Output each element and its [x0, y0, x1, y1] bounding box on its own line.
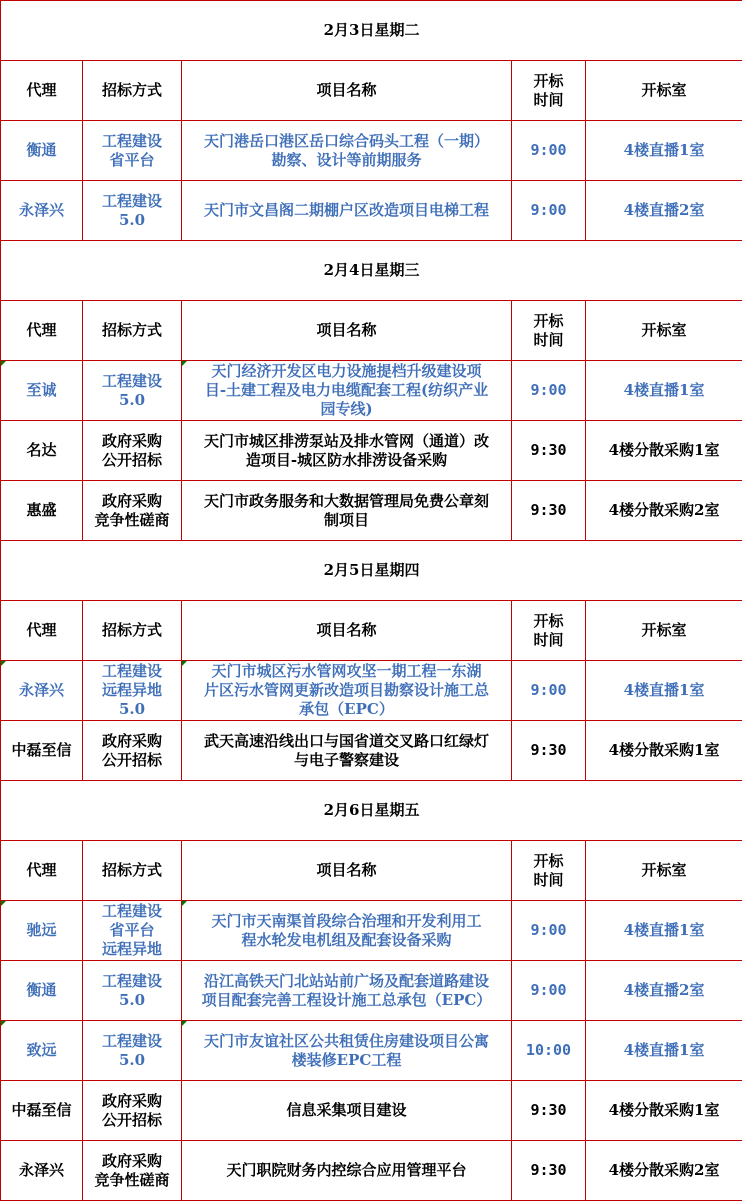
date-heading: 2月5日星期四	[1, 541, 742, 601]
room-cell: 4楼分散采购2室	[586, 481, 742, 541]
method-cell: 政府采购 竞争性磋商	[83, 1141, 182, 1201]
date-row	[1, 781, 742, 841]
time-cell: 9:30	[512, 721, 586, 781]
agent-cell: 名达	[1, 421, 83, 481]
agent-cell: 永泽兴	[1, 1141, 83, 1201]
time-cell: 9:00	[512, 661, 586, 721]
header-method: 招标方式	[83, 841, 182, 901]
header-agent: 代理	[1, 301, 83, 361]
date-heading: 2月6日星期五	[1, 781, 742, 841]
time-cell: 9:00	[512, 121, 586, 181]
room-cell: 4楼分散采购1室	[586, 721, 742, 781]
agent-cell: 惠盛	[1, 481, 83, 541]
project-name-cell: 天门市城区污水管网攻坚一期工程一东湖 片区污水管网更新改造项目勘察设计施工总 承包（EPC）	[182, 661, 512, 721]
method-cell: 政府采购 公开招标	[83, 421, 182, 481]
table-row	[1, 421, 742, 481]
method-cell: 工程建设 5.0	[83, 361, 182, 421]
project-name-cell: 信息采集项目建设	[182, 1081, 512, 1141]
room-cell: 4楼直播1室	[586, 901, 742, 961]
project-name-cell: 天门职院财务内控综合应用管理平台	[182, 1141, 512, 1201]
table-row	[1, 1021, 742, 1081]
table-row	[1, 901, 742, 961]
header-row	[1, 61, 742, 121]
method-cell: 政府采购 公开招标	[83, 721, 182, 781]
header-agent: 代理	[1, 841, 83, 901]
agent-cell: 中磊至信	[1, 1081, 83, 1141]
time-cell: 9:00	[512, 961, 586, 1021]
header-project-name: 项目名称	[182, 601, 512, 661]
header-room: 开标室	[586, 301, 742, 361]
header-room: 开标室	[586, 61, 742, 121]
date-row	[1, 541, 742, 601]
project-name-cell: 天门市天南渠首段综合治理和开发利用工 程水轮发电机组及配套设备采购	[182, 901, 512, 961]
table-row	[1, 961, 742, 1021]
project-name-cell: 武天高速沿线出口与国省道交叉路口红绿灯 与电子警察建设	[182, 721, 512, 781]
time-cell: 9:30	[512, 421, 586, 481]
header-room: 开标室	[586, 601, 742, 661]
agent-cell: 中磊至信	[1, 721, 83, 781]
agent-cell: 永泽兴	[1, 181, 83, 241]
time-cell: 9:00	[512, 901, 586, 961]
agent-cell: 至诚	[1, 361, 83, 421]
agent-cell: 永泽兴	[1, 661, 83, 721]
method-cell: 政府采购 竞争性磋商	[83, 481, 182, 541]
time-cell: 10:00	[512, 1021, 586, 1081]
table-row	[1, 181, 742, 241]
date-row	[1, 241, 742, 301]
header-row	[1, 601, 742, 661]
method-cell: 工程建设 5.0	[83, 181, 182, 241]
project-name-cell: 天门市文昌阁二期棚户区改造项目电梯工程	[182, 181, 512, 241]
agent-cell: 驰远	[1, 901, 83, 961]
room-cell: 4楼直播1室	[586, 361, 742, 421]
header-time: 开标 时间	[512, 841, 586, 901]
agent-cell: 衡通	[1, 121, 83, 181]
project-name-cell: 天门市城区排涝泵站及排水管网（通道）改 造项目-城区防水排涝设备采购	[182, 421, 512, 481]
time-cell: 9:00	[512, 181, 586, 241]
schedule-body	[1, 1, 742, 1201]
agent-cell: 衡通	[1, 961, 83, 1021]
room-cell: 4楼直播1室	[586, 661, 742, 721]
project-name-cell: 天门市友谊社区公共租赁住房建设项目公寓 楼装修EPC工程	[182, 1021, 512, 1081]
header-row	[1, 301, 742, 361]
project-name-cell: 天门港岳口港区岳口综合码头工程（一期） 勘察、设计等前期服务	[182, 121, 512, 181]
project-name-cell: 天门市政务服务和大数据管理局免费公章刻 制项目	[182, 481, 512, 541]
time-cell: 9:30	[512, 1081, 586, 1141]
header-method: 招标方式	[83, 301, 182, 361]
table-row	[1, 361, 742, 421]
table-row	[1, 121, 742, 181]
method-cell: 政府采购 公开招标	[83, 1081, 182, 1141]
room-cell: 4楼直播1室	[586, 1021, 742, 1081]
header-agent: 代理	[1, 601, 83, 661]
header-method: 招标方式	[83, 61, 182, 121]
table-row	[1, 721, 742, 781]
header-project-name: 项目名称	[182, 301, 512, 361]
method-cell: 工程建设 远程异地 5.0	[83, 661, 182, 721]
time-cell: 9:00	[512, 361, 586, 421]
header-time: 开标 时间	[512, 61, 586, 121]
table-row	[1, 661, 742, 721]
header-project-name: 项目名称	[182, 61, 512, 121]
date-row	[1, 1, 742, 61]
method-cell: 工程建设 省平台 远程异地	[83, 901, 182, 961]
method-cell: 工程建设 省平台	[83, 121, 182, 181]
method-cell: 工程建设 5.0	[83, 961, 182, 1021]
table-row	[1, 1081, 742, 1141]
project-name-cell: 天门经济开发区电力设施提档升级建设项 目-土建工程及电力电缆配套工程(纺织产业 园专线)	[182, 361, 512, 421]
header-room: 开标室	[586, 841, 742, 901]
header-row	[1, 841, 742, 901]
time-cell: 9:30	[512, 481, 586, 541]
agent-cell: 致远	[1, 1021, 83, 1081]
table-row	[1, 481, 742, 541]
room-cell: 4楼直播1室	[586, 121, 742, 181]
project-name-cell: 沿江高铁天门北站站前广场及配套道路建设 项目配套完善工程设计施工总承包（EPC）	[182, 961, 512, 1021]
header-time: 开标 时间	[512, 601, 586, 661]
room-cell: 4楼分散采购1室	[586, 421, 742, 481]
method-cell: 工程建设 5.0	[83, 1021, 182, 1081]
room-cell: 4楼分散采购2室	[586, 1141, 742, 1201]
room-cell: 4楼直播2室	[586, 961, 742, 1021]
header-project-name: 项目名称	[182, 841, 512, 901]
header-agent: 代理	[1, 61, 83, 121]
header-time: 开标 时间	[512, 301, 586, 361]
room-cell: 4楼直播2室	[586, 181, 742, 241]
table-row	[1, 1141, 742, 1201]
time-cell: 9:30	[512, 1141, 586, 1201]
header-method: 招标方式	[83, 601, 182, 661]
room-cell: 4楼分散采购1室	[586, 1081, 742, 1141]
date-heading: 2月4日星期三	[1, 241, 742, 301]
date-heading: 2月3日星期二	[1, 1, 742, 61]
